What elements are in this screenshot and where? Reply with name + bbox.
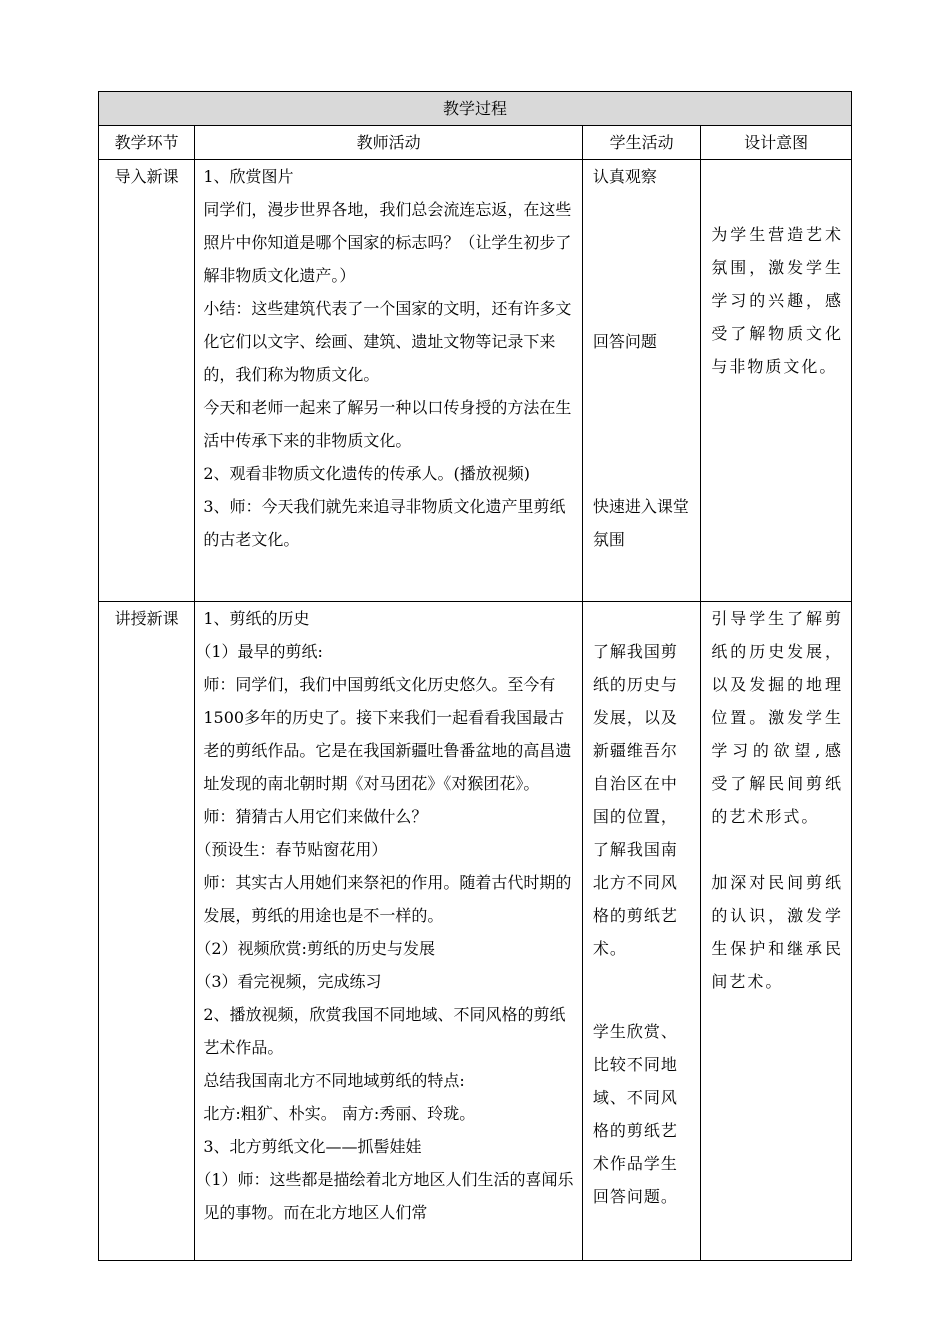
teacher-new-line: 3、北方剪纸文化——抓髻娃娃: [203, 1137, 422, 1156]
teacher-new-line: 师：同学们，我们中国剪纸文化历史悠久。至今有1500多年的历史了。接下来我们一起看看我国最古老的剪纸作品。它是在我国新疆吐鲁番盆地的高昌遗址发现的南北朝时期《对马团花》《对猴团花》。: [203, 675, 572, 793]
teacher-intro-line: 同学们，漫步世界各地，我们总会流连忘返，在这些照片中你知道是哪个国家的标志吗？（让学生初步了解非物质文化遗产。）: [203, 200, 572, 285]
student-activity-new-lesson: [582, 602, 700, 1261]
teacher-new-line: （预设生：春节贴窗花用）: [195, 840, 388, 859]
design-intent-new-lesson: [701, 602, 852, 1261]
teacher-intro-line: 1、欣赏图片: [203, 167, 294, 186]
teacher-activity-intro: [195, 160, 583, 602]
teacher-intro-line: 2、观看非物质文化遗传的传承人。(播放视频): [203, 464, 531, 483]
student-intro-item: 认真观察: [592, 167, 657, 186]
intent-new-text: 加深对民间剪纸的认识，激发学生保护和继承民间艺术。: [711, 873, 843, 991]
table-header-row: [99, 126, 852, 160]
table-title: 教学过程: [99, 92, 852, 126]
teacher-new-line: （3）看完视频，完成练习: [195, 972, 382, 991]
teacher-new-line: （1）最早的剪纸:: [195, 642, 323, 661]
table-row-new-lesson: [99, 602, 852, 1261]
student-intro-item: 快速进入课堂氛围: [592, 497, 689, 549]
student-activity-intro: [582, 160, 700, 602]
table-row-intro: [99, 160, 852, 602]
stage-intro: 导入新课: [99, 160, 195, 602]
header-intent: 设计意图: [701, 126, 852, 160]
student-intro-item: 回答问题: [592, 332, 657, 351]
teacher-new-line: （1）师：这些都是描绘着北方地区人们生活的喜闻乐见的事物。而在北方地区人们常: [195, 1170, 574, 1222]
teacher-activity-new-lesson: [195, 602, 583, 1261]
teacher-intro-line: 今天和老师一起来了解另一种以口传身授的方法在生活中传承下来的非物质文化。: [203, 398, 572, 450]
teacher-intro-line: 3、师：今天我们就先来追寻非物质文化遗产里剪纸的古老文化。: [203, 497, 566, 549]
student-new-item: 了解我国剪纸的历史与发展，以及新疆维吾尔自治区在中国的位置，了解我国南北方不同风格的剪纸艺术。: [592, 642, 678, 958]
teacher-new-line: 北方:粗犷、朴实。 南方:秀丽、玲珑。: [203, 1104, 476, 1123]
teaching-process-table: [98, 91, 852, 1261]
teacher-intro-line: 小结：这些建筑代表了一个国家的文明，还有许多文化它们以文字、绘画、建筑、遗址文物等记录下来的，我们称为物质文化。: [203, 299, 572, 384]
teacher-new-line: 师：其实古人用她们来祭祀的作用。随着古代时期的发展，剪纸的用途也是不一样的。: [203, 873, 572, 925]
teacher-new-line: 2、播放视频，欣赏我国不同地域、不同风格的剪纸艺术作品。: [203, 1005, 566, 1057]
header-teacher: 教师活动: [195, 126, 583, 160]
design-intent-intro: [701, 160, 852, 602]
teacher-new-line: （2）视频欣赏:剪纸的历史与发展: [195, 939, 435, 958]
intent-new-text: 引导学生了解剪纸的历史发展，以及发掘的地理位置。激发学生学习的欲望,感受了解民间剪纸的艺术形式。: [711, 609, 843, 826]
teacher-new-line: 师：猜猜古人用它们来做什么？: [203, 807, 428, 826]
teacher-new-line: 总结我国南北方不同地域剪纸的特点:: [203, 1071, 465, 1090]
table-title-row: [99, 92, 852, 126]
teacher-new-line: 1、剪纸的历史: [203, 609, 310, 628]
student-new-item: 学生欣赏、比较不同地域、不同风格的剪纸艺术作品学生回答问题。: [592, 1022, 678, 1206]
stage-new-lesson: 讲授新课: [99, 602, 195, 1261]
intent-intro-text: 为学生营造艺术氛围，激发学生学习的兴趣，感受了解物质文化与非物质文化。: [711, 225, 843, 376]
header-stage: 教学环节: [99, 126, 195, 160]
header-student: 学生活动: [582, 126, 700, 160]
